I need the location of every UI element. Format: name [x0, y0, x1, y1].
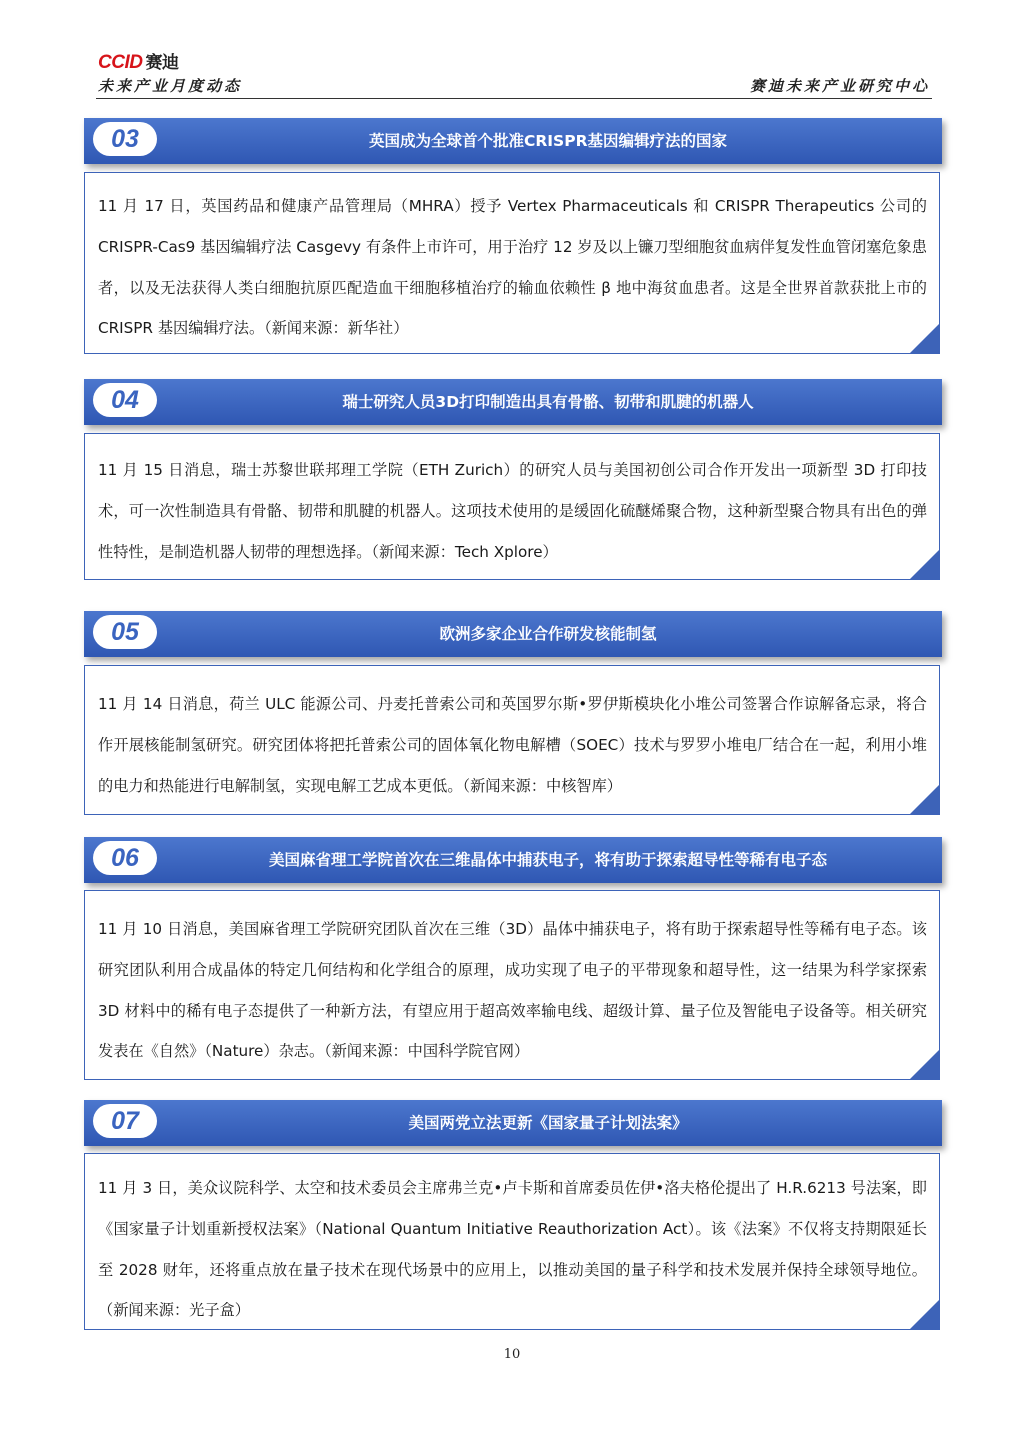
section-content-box — [84, 665, 940, 815]
logo-cn: 赛迪 — [145, 53, 179, 72]
section-content-box — [84, 890, 940, 1080]
corner-decoration — [909, 323, 940, 354]
publication-title: 未来产业月度动态 — [98, 77, 243, 95]
publisher-name: 赛迪未来产业研究中心 — [749, 77, 930, 95]
section-number: 05 — [93, 615, 157, 649]
section-number: 07 — [93, 1104, 157, 1138]
section-body: 11 月 17 日，英国药品和健康产品管理局（MHRA）授予 Vertex Pharmaceuticals 和 CRISPR Therapeutics 公司的 CRISPR-Cas9 基因编辑疗法 Casgevy 有条件上市许可，用于治疗 12 岁及以上镰刀型细胞贫血病伴复发性血管闭塞危象患者，以及无法获得人类白细胞抗原匹配造血干细胞移植治疗的输血依赖性 β 地中海贫血患者。这是全世界首款获批上市的 CRISPR 基因编辑疗法。（新闻来源：新华社） — [98, 197, 927, 338]
section-number: 06 — [93, 841, 157, 875]
section-content-box — [84, 172, 940, 354]
logo-brand: CCID — [98, 52, 143, 73]
section-title: 瑞士研究人员3D打印制造出具有骨骼、韧带和肌腱的机器人 — [342, 393, 754, 411]
page-header — [96, 48, 932, 100]
section-banner — [84, 837, 942, 883]
corner-decoration — [909, 549, 940, 580]
corner-decoration — [909, 784, 940, 815]
section-content-box — [84, 433, 940, 580]
section-number: 04 — [93, 383, 157, 417]
corner-decoration — [909, 1299, 940, 1330]
section-banner — [84, 611, 942, 657]
section-number: 03 — [93, 122, 157, 156]
section-title: 美国麻省理工学院首次在三维晶体中捕获电子，将有助于探索超导性等稀有电子态 — [268, 851, 827, 869]
section-body: 11 月 10 日消息，美国麻省理工学院研究团队首次在三维（3D）晶体中捕获电子，将有助于探索超导性等稀有电子态。该研究团队利用合成晶体的特定几何结构和化学组合的原理，成功实现了电子的平带现象和超导性，这一结果为科学家探索 3D 材料中的稀有电子态提供了一种新方法，有望应用于超高效率输电线、超级计算、量子位及智能电子设备等。相关研究发表在《自然》（Nature）杂志。（新闻来源：中国科学院官网） — [98, 920, 927, 1061]
header-divider — [96, 98, 932, 99]
page-number: 10 — [503, 1347, 521, 1362]
section-content-box — [84, 1153, 940, 1330]
section-body: 11 月 15 日消息，瑞士苏黎世联邦理工学院（ETH Zurich）的研究人员与美国初创公司合作开发出一项新型 3D 打印技术，可一次性制造具有骨骼、韧带和肌腱的机器人。这项技术使用的是缓固化硫醚烯聚合物，这种新型聚合物具有出色的弹性特性，是制造机器人韧带的理想选择。（新闻来源：Tech Xplore） — [98, 461, 927, 561]
section-banner — [84, 118, 942, 164]
section-title: 欧洲多家企业合作研发核能制氢 — [439, 625, 657, 643]
section-title: 英国成为全球首个批准CRISPR基因编辑疗法的国家 — [368, 132, 728, 150]
section-body: 11 月 14 日消息，荷兰 ULC 能源公司、丹麦托普索公司和英国罗尔斯•罗伊斯模块化小堆公司签署合作谅解备忘录，将合作开展核能制氢研究。研究团体将把托普索公司的固体氧化物电解槽（SOEC）技术与罗罗小堆电厂结合在一起，利用小堆的电力和热能进行电解制氢，实现电解工艺成本更低。（新闻来源：中核智库） — [98, 695, 927, 795]
section-banner — [84, 1100, 942, 1146]
section-banner — [84, 379, 942, 425]
ccid-logo — [98, 48, 178, 74]
section-body: 11 月 3 日，美众议院科学、太空和技术委员会主席弗兰克•卢卡斯和首席委员佐伊•洛夫格伦提出了 H.R.6213 号法案，即《国家量子计划重新授权法案》（National Quantum Initiative Reauthorization Act）。该《法案》不仅将支持期限延长至 2028 财年，还将重点放在量子技术在现代场景中的应用上，以推动美国的量子科学和技术发展并保持全球领导地位。（新闻来源：光子盒） — [98, 1179, 927, 1320]
corner-decoration — [909, 1049, 940, 1080]
section-title: 美国两党立法更新《国家量子计划法案》 — [408, 1114, 688, 1132]
